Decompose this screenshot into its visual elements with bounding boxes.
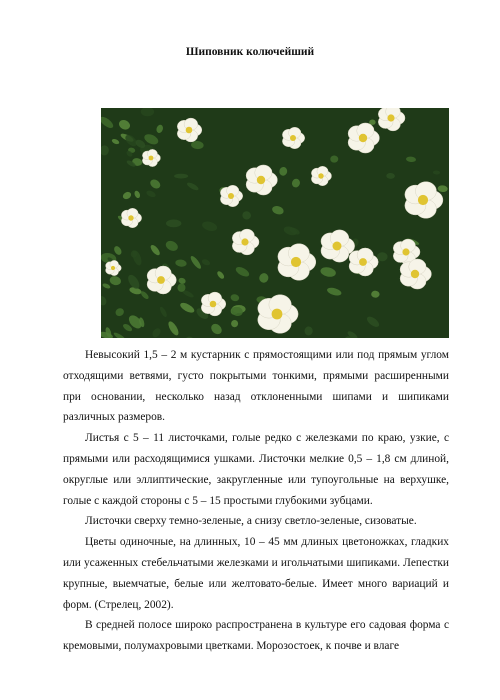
rose-bush-photo bbox=[101, 108, 449, 338]
body-text bbox=[63, 345, 449, 657]
page-title: Шиповник колючейший bbox=[185, 46, 315, 58]
flower-image bbox=[101, 108, 449, 338]
paragraph: Невысокий 1,5 – 2 м кустарник с прямостоящими или под прямым углом отходящими ветвями, густо покрытыми тонкими, прямыми расширенными при основании, несколько назад отклоненными шипами и шипиками различных размеров. bbox=[63, 349, 449, 424]
paragraph: В средней полосе широко распространена в культуре его садовая форма с кремовыми, полумахровыми цветками. Морозостоек, к почве и влаге bbox=[63, 619, 449, 653]
paragraph: Листья с 5 – 11 листочками, голые редко с железками по краю, узкие, с прямыми или расходящимися ушками. Листочки мелкие 0,5 – 1,8 см длиной, округлые или эллиптические, закругленные или тупоугольные на верхушке, голые с каждой стороны с 5 – 15 простыми глубокими зубцами. bbox=[63, 432, 449, 507]
paragraph: Цветы одиночные, на длинных, 10 – 45 мм длиных цветоножках, гладких или усаженных стебельчатыми железками и игольчатыми шипиками. Лепестки крупные, выемчатые, белые или желтовато-белые. Имеет много вариаций и форм. (Стрелец, 2002). bbox=[63, 536, 449, 611]
paragraph: Листочки сверху темно-зеленые, а снизу светло-зеленые, сизоватые. bbox=[85, 515, 417, 528]
